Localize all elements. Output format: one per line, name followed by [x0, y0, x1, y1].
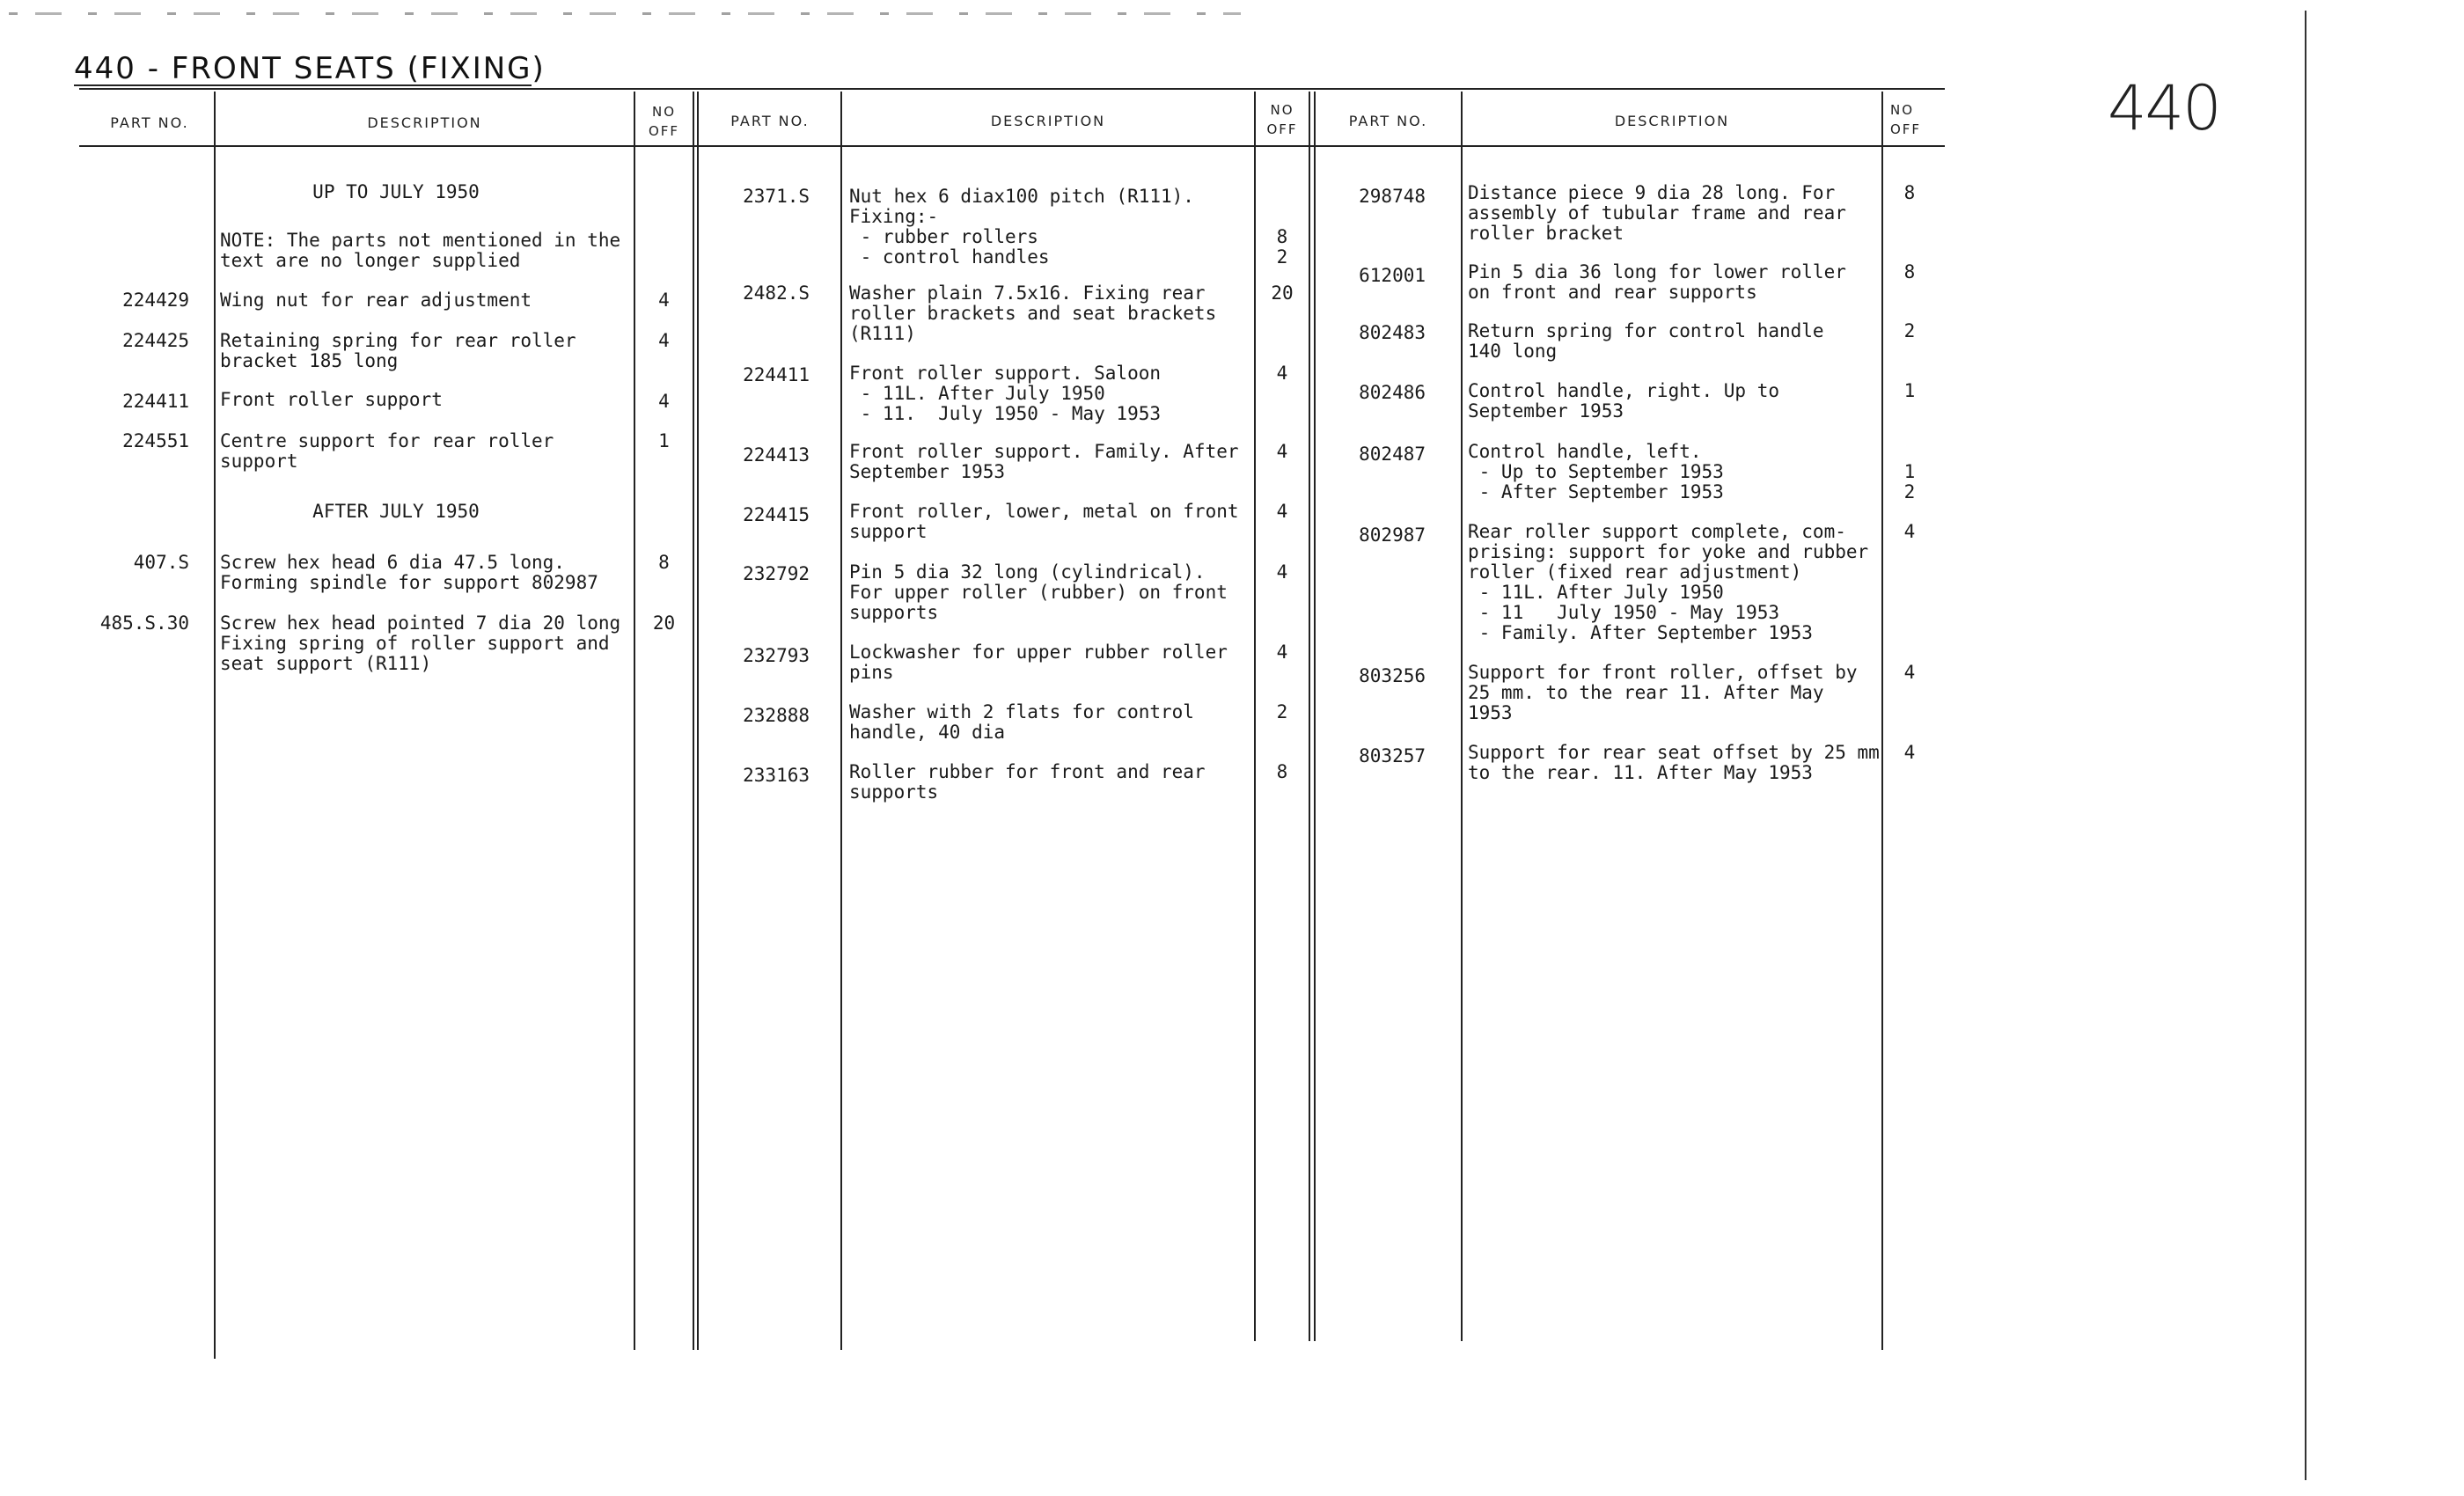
part-number: 2371.S — [743, 186, 810, 207]
part-number: 803256 — [1359, 665, 1426, 686]
col1-qty-divider-b — [697, 92, 699, 1350]
col2-part-divider — [840, 92, 842, 1350]
col1-subhead-up-to-july: UP TO JULY 1950 — [312, 181, 480, 202]
header-bottom-rule — [79, 145, 1945, 147]
col1-header-qty — [635, 102, 693, 141]
quantity: 20 — [652, 612, 676, 634]
quantity: 1 — [1903, 380, 1916, 401]
part-number: 224415 — [743, 504, 810, 525]
part-number: 224411 — [122, 391, 189, 412]
part-description: Return spring for control handle 140 long — [1468, 320, 1824, 362]
part-number: 233163 — [743, 765, 810, 786]
quantity: 8 — [1903, 261, 1916, 282]
part-number: 232888 — [743, 705, 810, 726]
col2-header-qty-line1: NO — [1270, 102, 1294, 118]
quantity: 4 — [1276, 441, 1288, 462]
part-description: Nut hex 6 diax100 pitch (R111). Fixing:- - rubber rollers - control handles — [849, 186, 1194, 268]
col2-header-part: PART NO. — [730, 113, 810, 129]
col3-header-description: DESCRIPTION — [1614, 113, 1730, 129]
part-description: Washer plain 7.5x16. Fixing rear roller brackets and seat brackets (R111) — [849, 282, 1217, 344]
part-description: Washer with 2 flats for control handle, 40 dia — [849, 701, 1194, 743]
quantity: 8 — [1276, 761, 1288, 782]
col3-header-qty-line2: OFF — [1890, 121, 1922, 137]
part-number: 224551 — [122, 430, 189, 451]
quantity: 20 — [1271, 282, 1294, 304]
part-number: 802987 — [1359, 524, 1426, 546]
part-number: 612001 — [1359, 265, 1426, 286]
col1-header-part: PART NO. — [110, 114, 189, 131]
col1-header-description: DESCRIPTION — [367, 114, 482, 131]
col3-header-qty-line1: NO — [1890, 102, 1915, 118]
part-number: 224413 — [743, 444, 810, 466]
quantity: 4 — [1903, 662, 1916, 683]
quantity: 4 — [658, 330, 670, 351]
part-description: Screw hex head 6 dia 47.5 long. Forming spindle for support 802987 — [220, 552, 598, 593]
part-description: Pin 5 dia 32 long (cylindrical). For upper roller (rubber) on front supports — [849, 561, 1228, 623]
part-description: Lockwasher for upper rubber roller pins — [849, 642, 1228, 683]
part-number: 224425 — [122, 330, 189, 351]
col1-subhead-after-july: AFTER JULY 1950 — [312, 501, 480, 522]
part-description: Front roller support. Saloon - 11L. After July 1950 - 11. July 1950 - May 1953 — [849, 363, 1162, 424]
col2-header-qty — [1256, 100, 1309, 139]
part-description: Support for front roller, offset by 25 mm. to the rear 11. After May 1953 — [1468, 662, 1858, 723]
part-description: Support for rear seat offset by 25 mm to the rear. 11. After May 1953 — [1468, 742, 1880, 783]
part-number: 407.S — [133, 552, 189, 573]
col3-part-divider — [1461, 92, 1463, 1341]
part-description: Rear roller support complete, com- prising: support for yoke and rubber roller (fixed rear adjustment) - 11L. After July 1950 - 11 July 1950 - May 1953 - Family. After September 1953 — [1468, 521, 1869, 643]
part-description: Pin 5 dia 36 long for lower roller on front and rear supports — [1468, 261, 1846, 303]
part-number: 224411 — [743, 364, 810, 385]
col2-header-qty-line2: OFF — [1266, 121, 1298, 137]
quantity: 8 — [658, 552, 670, 573]
quantity: 2 — [1276, 701, 1288, 722]
quantity: 4 — [1276, 642, 1288, 663]
col2-qty-divider-b — [1314, 92, 1316, 1341]
quantity: 4 — [658, 391, 670, 412]
part-description: Centre support for rear roller support — [220, 430, 554, 472]
col3-header-qty — [1883, 100, 1952, 139]
part-number: 224429 — [122, 290, 189, 311]
part-description: Retaining spring for rear roller bracket 185 long — [220, 330, 576, 371]
part-number: 802487 — [1359, 444, 1426, 465]
col1-part-divider — [214, 92, 216, 1359]
col1-header-qty-line1: NO — [651, 104, 677, 120]
quantity: 4 — [1276, 501, 1288, 522]
part-number: 232793 — [743, 645, 810, 666]
quantity: 1 — [658, 430, 670, 451]
header-top-rule — [79, 88, 1945, 90]
quantity: 1 2 — [1903, 461, 1916, 502]
part-description: Control handle, left. - Up to September 1953 - After September 1953 — [1468, 441, 1724, 502]
quantity: 4 — [658, 290, 670, 311]
part-description: Distance piece 9 dia 28 long. For assembly of tubular frame and rear roller bracket — [1468, 182, 1846, 244]
part-number: 485.S.30 — [99, 612, 189, 634]
page-edge-rule — [2305, 11, 2306, 1480]
quantity: 4 — [1276, 363, 1288, 384]
quantity: 8 — [1903, 182, 1916, 203]
quantity: 2 — [1903, 320, 1916, 341]
title-underline — [74, 84, 532, 86]
col1-header-qty-line2: OFF — [648, 123, 680, 139]
part-description: Front roller support. Family. After September 1953 — [849, 441, 1239, 482]
col1-note: NOTE: The parts not mentioned in the text are no longer supplied — [220, 230, 621, 271]
quantity: 8 2 — [1276, 226, 1288, 268]
quantity: 4 — [1903, 521, 1916, 542]
part-description: Screw hex head pointed 7 dia 20 long Fixing spring of roller support and seat support (R111) — [220, 612, 621, 674]
part-number: 802483 — [1359, 322, 1426, 343]
part-description: Control handle, right. Up to September 1953 — [1468, 380, 1780, 422]
part-description: Front roller, lower, metal on front support — [849, 501, 1239, 542]
part-description: Front roller support — [220, 389, 443, 410]
quantity: 4 — [1903, 742, 1916, 763]
col3-header-part: PART NO. — [1348, 113, 1428, 129]
part-description: Roller rubber for front and rear supports — [849, 761, 1206, 803]
col2-qty-divider — [1309, 92, 1310, 1341]
col1-desc-divider — [634, 92, 635, 1350]
part-number: 803257 — [1359, 745, 1426, 766]
quantity: 4 — [1276, 561, 1288, 583]
col2-header-description: DESCRIPTION — [990, 113, 1106, 129]
col1-qty-divider — [693, 92, 694, 1350]
handwritten-page-number: 440 — [2108, 72, 2220, 144]
page-title: 440 - FRONT SEATS (FIXING) — [74, 51, 546, 86]
part-description: Wing nut for rear adjustment — [220, 290, 532, 311]
part-number: 298748 — [1359, 186, 1426, 207]
part-number: 232792 — [743, 563, 810, 584]
part-number: 2482.S — [743, 282, 810, 304]
scan-noise — [9, 12, 1241, 15]
part-number: 802486 — [1359, 382, 1426, 403]
